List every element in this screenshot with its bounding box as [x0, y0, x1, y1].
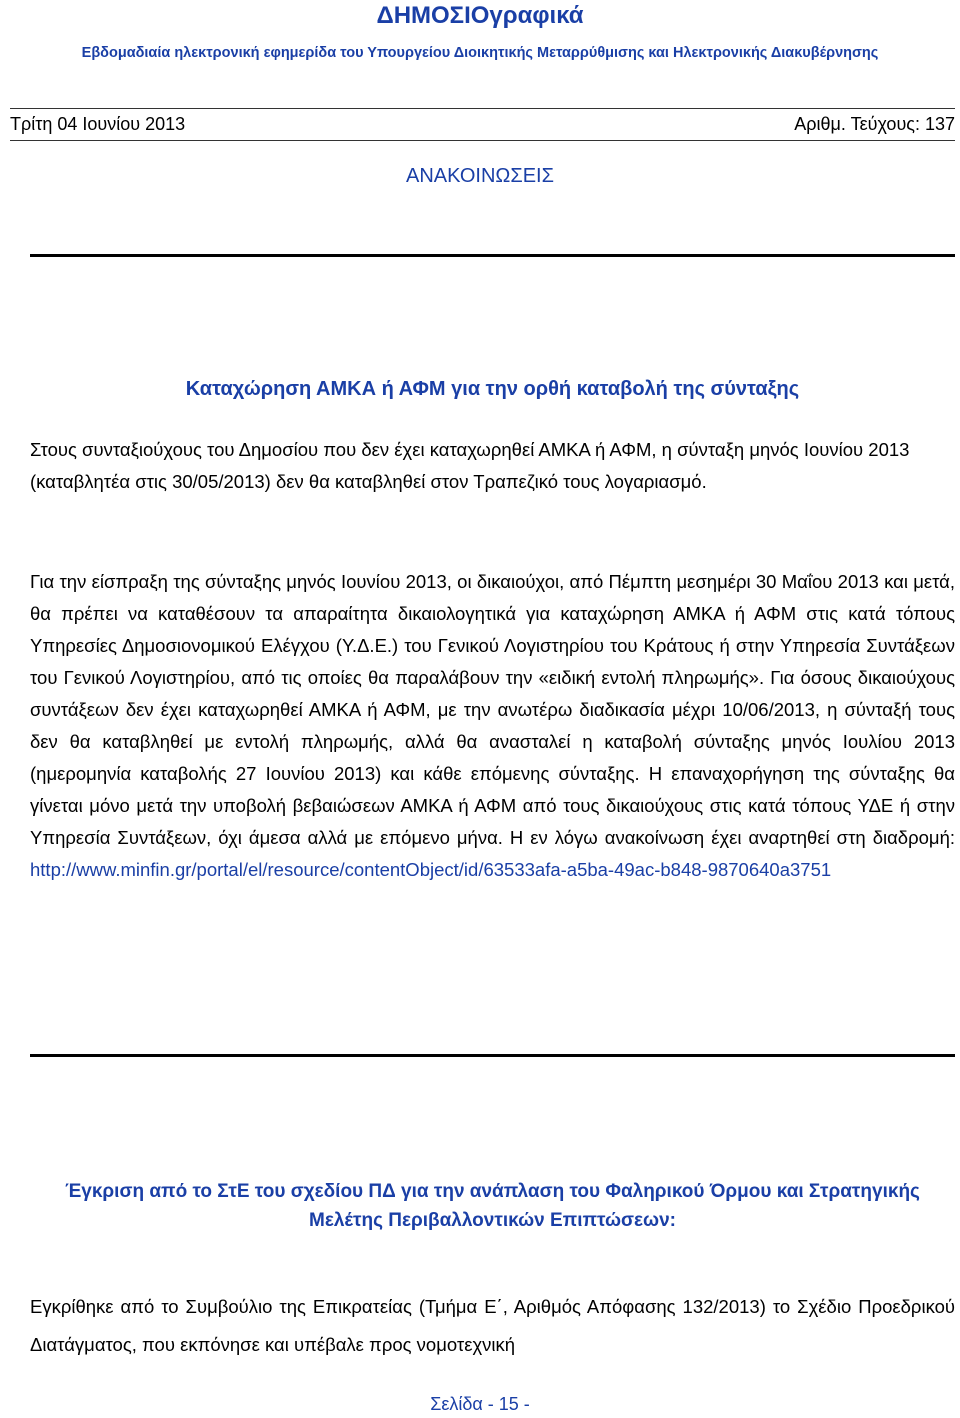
section-title: ΑΝΑΚΟΙΝΩΣΕΙΣ [406, 165, 554, 187]
newspaper-title: ΔΗΜΟΣΙΟγραφικά [376, 2, 584, 29]
page-number: Σελίδα - 15 - [430, 1394, 530, 1414]
article-paragraph-main [30, 566, 955, 886]
section-divider [30, 254, 955, 257]
article-divider [30, 1054, 955, 1057]
issue-number: Αριθμ. Τεύχους: 137 [794, 114, 955, 134]
article-paragraph-text: Για την είσπραξη της σύνταξης μηνός Ιουνίου 2013, οι δικαιούχοι, από Πέμπτη μεσημέρι 30 Μαΐου 2013 και μετά, θα πρέπει να καταθέσουν τα απαραίτητα δικαιολογητικά για καταχώρηση ΑΜΚΑ ή ΑΦΜ στις κατά τόπους Υπηρεσίες Δημοσιονομικού Ελέγχου (Υ.Δ.Ε.) του Γενικού Λογιστηρίου του Κράτους ή στην Υπηρεσία Συντάξεων του Γενικού Λογιστηρίου, από τις οποίες θα παραλάβουν την «ειδική εντολή πληρωμής». Για όσους δικαιούχους συντάξεων δεν έχει καταχωρηθεί ΑΜΚΑ ή ΑΦΜ, με την ανωτέρω διαδικασία μέχρι 10/06/2013, η σύνταξή τους δεν θα καταβληθεί με εντολή πληρωμής, αλλά θα ανασταλεί η καταβολή σύνταξης μηνός Ιουλίου 2013 (ημερομηνία καταβολής 27 Ιουνίου 2013) και κάθε επόμενης σύνταξης. Η επαναχορήγηση της σύνταξης θα γίνεται μόνο μετά την υποβολή βεβαιώσεων ΑΜΚΑ ή ΑΦΜ από τους δικαιούχους στις κατά τόπους ΥΔΕ ή στην Υπηρεσία Συντάξεων, όχι άμεσα αλλά με επόμενο μήνα. Η εν λόγω ανακοίνωση έχει αναρτηθεί στη διαδρομή: [30, 571, 955, 848]
dateline [10, 114, 955, 135]
article-paragraph: Στους συνταξιούχους του Δημοσίου που δεν έχει καταχωρηθεί ΑΜΚΑ ή ΑΦΜ, η σύνταξη μηνός Ιουνίου 2013 (καταβλητέα στις 30/05/2013) δεν θα καταβληθεί στον Τραπεζικό τους λογαριασμό. [30, 439, 910, 492]
article-title: Έγκριση από το ΣτΕ του σχεδίου ΠΔ για την ανάπλαση του Φαληρικού Όρμου και Στρατηγικής Μελέτης Περιβαλλοντικών Επιπτώσεων: [65, 1181, 920, 1231]
newspaper-subtitle: Εβδομαδιαία ηλεκτρονική εφημερίδα του Υπουργείου Διοικητικής Μεταρρύθμισης και Ηλεκτρονικής Διακυβέρνησης [81, 45, 879, 61]
announcement-link[interactable]: http://www.minfin.gr/portal/el/resource/contentObject/id/63533afa-a5ba-49ac-b848-9870640a3751 [30, 859, 832, 880]
issue-date: Τρίτη 04 Ιουνίου 2013 [10, 114, 186, 134]
dateline-divider [10, 140, 955, 141]
article-paragraph: Εγκρίθηκε από το Συμβούλιο της Επικρατείας (Τμήμα Ε΄, Αριθμός Απόφασης 132/2013) το Σχέδιο Προεδρικού Διατάγματος, που εκπόνησε και υπέβαλε προς νομοτεχνική [30, 1296, 955, 1355]
article-title: Καταχώρηση ΑΜΚΑ ή ΑΦΜ για την ορθή καταβολή της σύνταξης [185, 378, 800, 400]
header-divider [10, 108, 955, 109]
